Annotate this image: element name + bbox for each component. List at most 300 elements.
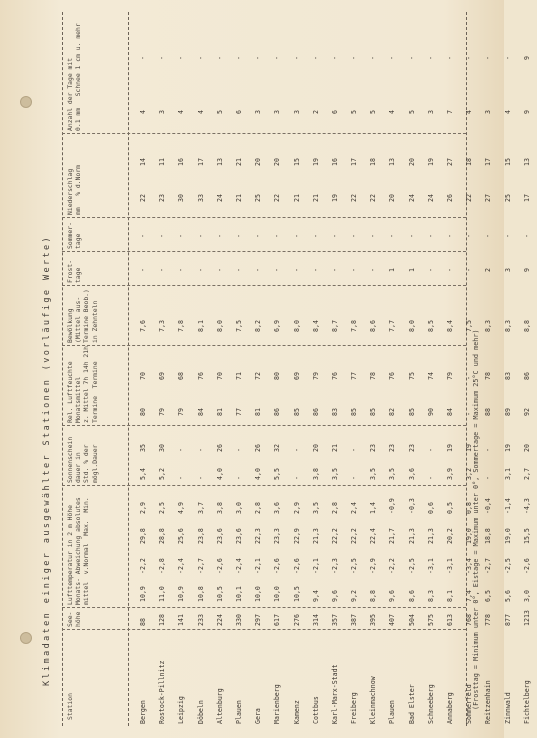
cell-frosttage: 3 — [503, 268, 512, 272]
cell-schnee: - — [330, 56, 339, 60]
cell-min: 4,9 — [177, 502, 186, 514]
cell-max: 23,6 — [234, 528, 243, 544]
cell-schnee: - — [388, 56, 397, 60]
cell-niederschlag: 22 — [273, 194, 282, 202]
cell-mittel: 6,5 — [484, 590, 493, 602]
cell-feuchte-2: 76 — [388, 372, 397, 380]
cell-feuchte-2: 80 — [273, 372, 282, 380]
cell-schnee: 9 — [522, 56, 531, 60]
cell-schnee: - — [254, 56, 263, 60]
cell-schnee: - — [465, 56, 474, 60]
cell-feuchte-1: 77 — [234, 408, 243, 416]
cell-mittel: 9,6 — [330, 590, 339, 602]
cell-hoehe: 297 — [254, 614, 263, 626]
cell-min: 0,6 — [426, 502, 435, 514]
cell-mittel: 3,0 — [522, 590, 531, 602]
cell-sonne-prozent: 20 — [522, 444, 531, 452]
cell-min: -0,9 — [388, 498, 397, 514]
cell-frosttage: - — [311, 268, 320, 272]
cell-hoehe: 395 — [369, 614, 378, 626]
cell-feuchte-1: - — [465, 412, 474, 416]
cell-abweichung: -2,4 — [234, 558, 243, 574]
cell-sommertage: - — [503, 234, 512, 238]
cell-schnee: - — [407, 56, 416, 60]
cell-frosttage: - — [273, 268, 282, 272]
cell-station: Altenburg — [215, 688, 224, 724]
cell-niederschlag: 27 — [484, 194, 493, 202]
cell-feuchte-1: 81 — [254, 408, 263, 416]
cell-feuchte-1: 83 — [330, 408, 339, 416]
cell-abweichung: -2,5 — [407, 558, 416, 574]
cell-tage-01mm: 4 — [503, 110, 512, 114]
cell-bewoelkung: 8,4 — [311, 320, 320, 332]
cell-mittel: 8,8 — [369, 590, 378, 602]
cell-bewoelkung: 7,8 — [177, 320, 186, 332]
cell-niederschlag-prozent: 17 — [484, 158, 493, 166]
cell-sommertage: - — [311, 234, 320, 238]
cell-sonne: 2,7 — [522, 468, 531, 480]
cell-station: Gera — [254, 708, 263, 724]
cell-frosttage: - — [215, 268, 224, 272]
cell-feuchte-2: 86 — [522, 372, 531, 380]
header-lufttemperatur: Lufttemperatur in 2 m Höhe Monats- Abweichung absolutes mittel v.Normal Max. Min. — [66, 497, 91, 605]
cell-bewoelkung: 8,0 — [215, 320, 224, 332]
table-row — [403, 12, 422, 726]
cell-station: Cottbus — [311, 696, 320, 724]
cell-feuchte-2: 79 — [446, 372, 454, 380]
cell-abweichung: -3,1 — [426, 558, 435, 574]
table-row — [172, 12, 191, 726]
punch-hole — [20, 632, 32, 644]
cell-hoehe: 575 — [426, 614, 435, 626]
cell-bewoelkung: 8,2 — [254, 320, 263, 332]
cell-sonne: - — [177, 476, 186, 480]
cell-sommertage: - — [254, 234, 263, 238]
cell-sommertage: - — [484, 234, 493, 238]
cell-max: 21,3 — [311, 528, 320, 544]
cell-min: -1,4 — [503, 498, 512, 514]
cell-min: 3,0 — [234, 502, 243, 514]
cell-frosttage: - — [465, 268, 474, 272]
cell-niederschlag-prozent: 16 — [177, 158, 186, 166]
cell-bewoelkung: 7,5 — [234, 320, 243, 332]
cell-sonne: 3,5 — [330, 468, 339, 480]
cell-mittel: 10,0 — [273, 586, 282, 602]
cell-sommertage: - — [196, 234, 205, 238]
cell-tage-01mm: 4 — [388, 110, 397, 114]
cell-frosttage: - — [369, 268, 378, 272]
cell-bewoelkung: 8,1 — [196, 320, 205, 332]
cell-station: Rostock-Pillnitz — [158, 660, 167, 724]
cell-feuchte-1: 88 — [484, 408, 493, 416]
cell-frosttage: - — [177, 268, 186, 272]
document-title: Klimadaten einiger ausgewählter Stationen (vorläufige Werte) — [42, 234, 52, 686]
cell-abweichung: -2,7 — [196, 558, 205, 574]
cell-feuchte-1: 92 — [522, 408, 531, 416]
cell-min: 3,5 — [311, 502, 320, 514]
cell-station: Reitzenhain — [484, 680, 493, 724]
cell-niederschlag-prozent: 18 — [369, 158, 378, 166]
cell-sommertage: - — [177, 234, 186, 238]
cell-feuchte-1: 85 — [350, 408, 359, 416]
cell-hoehe: 387 — [350, 614, 359, 626]
cell-min: -0,3 — [407, 498, 416, 514]
cell-niederschlag: 24 — [407, 194, 416, 202]
cell-frosttage: - — [254, 268, 263, 272]
cell-sommertage: - — [139, 234, 147, 238]
cell-bewoelkung: 8,3 — [484, 320, 493, 332]
cell-abweichung: -2,7 — [484, 558, 493, 574]
cell-max: 25,6 — [177, 528, 186, 544]
cell-mittel: 10,8 — [196, 586, 205, 602]
cell-station: Sommerfeld — [465, 684, 474, 724]
cell-sommertage: - — [330, 234, 339, 238]
cell-niederschlag: 17 — [522, 194, 531, 202]
cell-sonne: 5,2 — [158, 468, 167, 480]
cell-hoehe: 224 — [215, 614, 224, 626]
cell-sommertage: - — [446, 234, 454, 238]
cell-sonne-prozent: 35 — [139, 444, 147, 452]
cell-niederschlag-prozent: 14 — [139, 158, 147, 166]
cell-min: -0,4 — [484, 498, 493, 514]
cell-max: 22,3 — [254, 528, 263, 544]
footnote: (Frosttag = Minimum unter 0°, Eistage = Maximum unter 0°, Sommertage = Maximum 25°C und mehr) — [472, 329, 480, 710]
cell-min: 2,8 — [330, 502, 339, 514]
cell-min: 1,4 — [369, 502, 378, 514]
cell-station: Döbeln — [196, 700, 205, 724]
cell-abweichung: -2,5 — [350, 558, 359, 574]
cell-sonne: - — [196, 476, 205, 480]
cell-feuchte-1: 79 — [158, 408, 167, 416]
cell-abweichung: -2,6 — [292, 558, 301, 574]
cell-sonne-prozent: 26 — [254, 444, 263, 452]
cell-mittel: 10,5 — [292, 586, 301, 602]
cell-schnee: - — [215, 56, 224, 60]
table-row — [345, 12, 364, 726]
cell-mittel: 9,6 — [388, 590, 397, 602]
cell-hoehe: 141 — [177, 614, 186, 626]
cell-feuchte-1: 82 — [388, 408, 397, 416]
cell-bewoelkung: 8,0 — [407, 320, 416, 332]
cell-station: Marienberg — [273, 684, 282, 724]
cell-tage-01mm: 5 — [350, 110, 359, 114]
cell-sonne: - — [292, 476, 301, 480]
cell-frosttage: 9 — [522, 268, 531, 272]
cell-hoehe: 617 — [273, 614, 282, 626]
cell-niederschlag-prozent: 20 — [254, 158, 263, 166]
cell-niederschlag-prozent: 13 — [388, 158, 397, 166]
cell-niederschlag: 21 — [311, 194, 320, 202]
cell-abweichung: -2,2 — [388, 558, 397, 574]
cell-station: Freiberg — [350, 692, 359, 724]
cell-min: 2,9 — [139, 502, 147, 514]
cell-abweichung: -2,6 — [273, 558, 282, 574]
header-rule — [128, 12, 129, 726]
cell-mittel: 11,0 — [158, 586, 167, 602]
cell-max: 23,3 — [273, 528, 282, 544]
cell-schnee: - — [139, 56, 147, 60]
cell-min: 3,7 — [196, 502, 205, 514]
cell-sommertage: - — [465, 234, 474, 238]
cell-max: 21,7 — [388, 528, 397, 544]
cell-feuchte-2: - — [465, 376, 474, 380]
cell-niederschlag: 19 — [330, 194, 339, 202]
table-row — [499, 12, 518, 726]
cell-sonne-prozent: 30 — [158, 444, 167, 452]
cell-bewoelkung: 6,9 — [273, 320, 282, 332]
cell-niederschlag-prozent: 19 — [426, 158, 435, 166]
table-row — [192, 12, 211, 726]
cell-niederschlag-prozent: 19 — [311, 158, 320, 166]
cell-mittel: 8,6 — [407, 590, 416, 602]
cell-niederschlag: 24 — [426, 194, 435, 202]
cell-sonne-prozent: - — [484, 448, 493, 452]
table-row — [479, 12, 498, 726]
cell-hoehe: 276 — [292, 614, 301, 626]
cell-tage-01mm: 6 — [330, 110, 339, 114]
cell-tage-01mm: 3 — [158, 110, 167, 114]
cell-mittel: 7,4 — [465, 590, 474, 602]
cell-abweichung: -2,8 — [158, 558, 167, 574]
cell-sonne: 3,9 — [446, 468, 454, 480]
cell-sommertage: - — [292, 234, 301, 238]
cell-bewoelkung: 8,6 — [369, 320, 378, 332]
cell-sommertage: - — [215, 234, 224, 238]
cell-feuchte-1: 79 — [177, 408, 186, 416]
cell-sonne: - — [426, 476, 435, 480]
cell-feuchte-1: 84 — [196, 408, 205, 416]
cell-niederschlag: 24 — [215, 194, 224, 202]
cell-abweichung: -2,5 — [503, 558, 512, 574]
cell-station: Kleinmachnow — [369, 676, 378, 724]
cell-feuchte-1: 85 — [407, 408, 416, 416]
cell-niederschlag: 22 — [465, 194, 474, 202]
cell-niederschlag: 20 — [388, 194, 397, 202]
cell-feuchte-2: 69 — [158, 372, 167, 380]
header-station: Station — [66, 693, 74, 720]
cell-feuchte-1: 85 — [369, 408, 378, 416]
cell-min: 2,5 — [158, 502, 167, 514]
cell-station: Plauen — [234, 700, 243, 724]
cell-station: Schneeberg — [426, 684, 435, 724]
cell-sonne: 5,4 — [139, 468, 147, 480]
cell-bewoelkung: 8,5 — [426, 320, 435, 332]
cell-sonne: 5,5 — [273, 468, 282, 480]
cell-sommertage: - — [388, 234, 397, 238]
cell-niederschlag-prozent: 17 — [196, 158, 205, 166]
cell-schnee: - — [273, 56, 282, 60]
cell-niederschlag-prozent: 16 — [330, 158, 339, 166]
cell-feuchte-2: 68 — [177, 372, 186, 380]
cell-station: Annaberg — [446, 692, 454, 724]
table-row — [249, 12, 268, 726]
cell-feuchte-2: 71 — [234, 372, 243, 380]
cell-sonne: 3,5 — [369, 468, 378, 480]
cell-station: Kamenz — [292, 700, 301, 724]
cell-tage-01mm: 5 — [407, 110, 416, 114]
punch-hole — [20, 96, 32, 108]
cell-hoehe: 877 — [503, 614, 512, 626]
cell-sommertage: - — [234, 234, 243, 238]
cell-schnee: - — [196, 56, 205, 60]
header-bewoelkung: Bewölkung (Mittel aus- Termine Beob.) in Zehnteln — [66, 289, 99, 343]
cell-niederschlag-prozent: 13 — [215, 158, 224, 166]
cell-sonne-prozent: 19 — [465, 444, 474, 452]
cell-feuchte-1: 86 — [273, 408, 282, 416]
cell-sonne: - — [234, 476, 243, 480]
cell-feuchte-2: 70 — [215, 372, 224, 380]
header-niederschlag: Niederschlag mm % d.Norm — [66, 164, 83, 215]
cell-frosttage: 2 — [484, 268, 493, 272]
cell-niederschlag: 22 — [369, 194, 378, 202]
cell-abweichung: -3,1 — [446, 558, 454, 574]
cell-feuchte-2: 69 — [292, 372, 301, 380]
cell-niederschlag: 26 — [446, 194, 454, 202]
cell-niederschlag-prozent: 21 — [234, 158, 243, 166]
cell-min: 3,8 — [215, 502, 224, 514]
cell-feuchte-2: 76 — [330, 372, 339, 380]
cell-hoehe: 1213 — [522, 610, 531, 626]
cell-bewoelkung: 7,3 — [158, 320, 167, 332]
cell-feuchte-1: 86 — [311, 408, 320, 416]
cell-sommertage: - — [158, 234, 167, 238]
cell-tage-01mm: 5 — [369, 110, 378, 114]
cell-niederschlag-prozent: 18 — [465, 158, 474, 166]
cell-hoehe: 314 — [311, 614, 320, 626]
header-sommertage: Sommer- tage — [66, 222, 83, 249]
cell-sommertage: - — [426, 234, 435, 238]
cell-feuchte-1: 90 — [426, 408, 435, 416]
header-anzahl: Anzahl der Tage mit 0.1 mm Schnee 1 cm u. mehr — [66, 23, 83, 131]
cell-sonne: 4,0 — [254, 468, 263, 480]
cell-max: 23,6 — [215, 528, 224, 544]
cell-feuchte-2: 78 — [484, 372, 493, 380]
cell-hoehe: 504 — [407, 614, 416, 626]
cell-hoehe: 128 — [158, 614, 167, 626]
cell-frosttage: - — [139, 268, 147, 272]
cell-hoehe: 88 — [139, 618, 147, 626]
cell-mittel: 8,1 — [446, 590, 454, 602]
cell-station: Karl-Marx-Stadt — [330, 664, 339, 724]
cell-bewoelkung: 7,5 — [465, 320, 474, 332]
cell-niederschlag: 25 — [503, 194, 512, 202]
cell-feuchte-1: 84 — [446, 408, 454, 416]
cell-niederschlag-prozent: 17 — [350, 158, 359, 166]
cell-hoehe: 407 — [388, 614, 397, 626]
cell-mittel: 10,9 — [177, 586, 186, 602]
cell-max: 29,8 — [139, 528, 147, 544]
cell-sonne-prozent: 19 — [503, 444, 512, 452]
cell-bewoelkung: 7,6 — [139, 320, 147, 332]
cell-max: 15,5 — [522, 528, 531, 544]
cell-max: 21,3 — [426, 528, 435, 544]
cell-hoehe: 768 — [465, 614, 474, 626]
cell-sonne-prozent: 32 — [273, 444, 282, 452]
cell-bewoelkung: 7,8 — [350, 320, 359, 332]
cell-tage-01mm: 5 — [215, 110, 224, 114]
cell-schnee: - — [446, 56, 454, 60]
cell-frosttage: - — [196, 268, 205, 272]
cell-niederschlag-prozent: 11 — [158, 158, 167, 166]
cell-tage-01mm: 3 — [484, 110, 493, 114]
cell-abweichung: -2,6 — [522, 558, 531, 574]
cell-niederschlag: 30 — [177, 194, 186, 202]
cell-max: 22,9 — [292, 528, 301, 544]
table-row — [326, 12, 345, 726]
cell-tage-01mm: 3 — [426, 110, 435, 114]
cell-mittel: 10,0 — [254, 586, 263, 602]
cell-sommertage: - — [369, 234, 378, 238]
cell-mittel: 10,1 — [234, 586, 243, 602]
cell-sonne-prozent: 26 — [215, 444, 224, 452]
rotated-table — [40, 12, 531, 726]
cell-hoehe: 330 — [234, 614, 243, 626]
cell-frosttage: - — [446, 268, 454, 272]
cell-sonne-prozent: - — [426, 448, 435, 452]
header-sonnenschein: Sonnenschein dauer in Std. % der mögl.Dauer — [66, 436, 99, 483]
cell-abweichung: -2,1 — [311, 558, 320, 574]
table-row — [153, 12, 172, 726]
cell-sonne: 3,5 — [388, 468, 397, 480]
cell-hoehe: 778 — [484, 614, 493, 626]
cell-niederschlag: 21 — [234, 194, 243, 202]
cell-station: Zinnwald — [503, 692, 512, 724]
cell-sommertage: - — [522, 234, 531, 238]
cell-tage-01mm: 2 — [311, 110, 320, 114]
cell-min: 3,6 — [273, 502, 282, 514]
cell-feuchte-2: 76 — [196, 372, 205, 380]
cell-frosttage: 1 — [388, 268, 397, 272]
cell-sonne-prozent: - — [177, 448, 186, 452]
cell-frosttage: - — [350, 268, 359, 272]
cell-sonne-prozent: 20 — [311, 444, 320, 452]
cell-tage-01mm: 3 — [254, 110, 263, 114]
cell-mittel: 9,4 — [311, 590, 320, 602]
cell-sommertage: - — [350, 234, 359, 238]
header-frosttage: Frost- tage — [66, 259, 83, 283]
cell-abweichung: -2,4 — [177, 558, 186, 574]
cell-min: 0,5 — [446, 502, 454, 514]
cell-niederschlag-prozent: 13 — [522, 158, 531, 166]
cell-sonne-prozent: 21 — [330, 444, 339, 452]
cell-sonne: 4,0 — [215, 468, 224, 480]
cell-frosttage: - — [158, 268, 167, 272]
top-rule — [62, 12, 63, 726]
cell-niederschlag: 25 — [254, 194, 263, 202]
cell-feuchte-2: 75 — [407, 372, 416, 380]
cell-feuchte-2: 83 — [503, 372, 512, 380]
cell-schnee: - — [484, 56, 493, 60]
cell-min: 0,8 — [465, 502, 474, 514]
cell-station: Bergen — [139, 700, 147, 724]
cell-max: 23,8 — [196, 528, 205, 544]
cell-feuchte-2: 79 — [311, 372, 320, 380]
cell-bewoelkung: 8,4 — [446, 320, 454, 332]
cell-tage-01mm: 4 — [139, 110, 147, 114]
cell-max: 22,2 — [350, 528, 359, 544]
cell-mittel: 8,3 — [426, 590, 435, 602]
cell-station: Bad Elster — [407, 684, 416, 724]
table-row — [307, 12, 326, 726]
cell-sommertage: - — [273, 234, 282, 238]
cell-sonne: - — [484, 476, 493, 480]
cell-feuchte-2: 74 — [426, 372, 435, 380]
cell-sonne-prozent: - — [350, 448, 359, 452]
table-row — [383, 12, 402, 726]
cell-bewoelkung: 8,8 — [522, 320, 531, 332]
cell-feuchte-1: 85 — [292, 408, 301, 416]
cell-feuchte-2: 70 — [139, 372, 147, 380]
